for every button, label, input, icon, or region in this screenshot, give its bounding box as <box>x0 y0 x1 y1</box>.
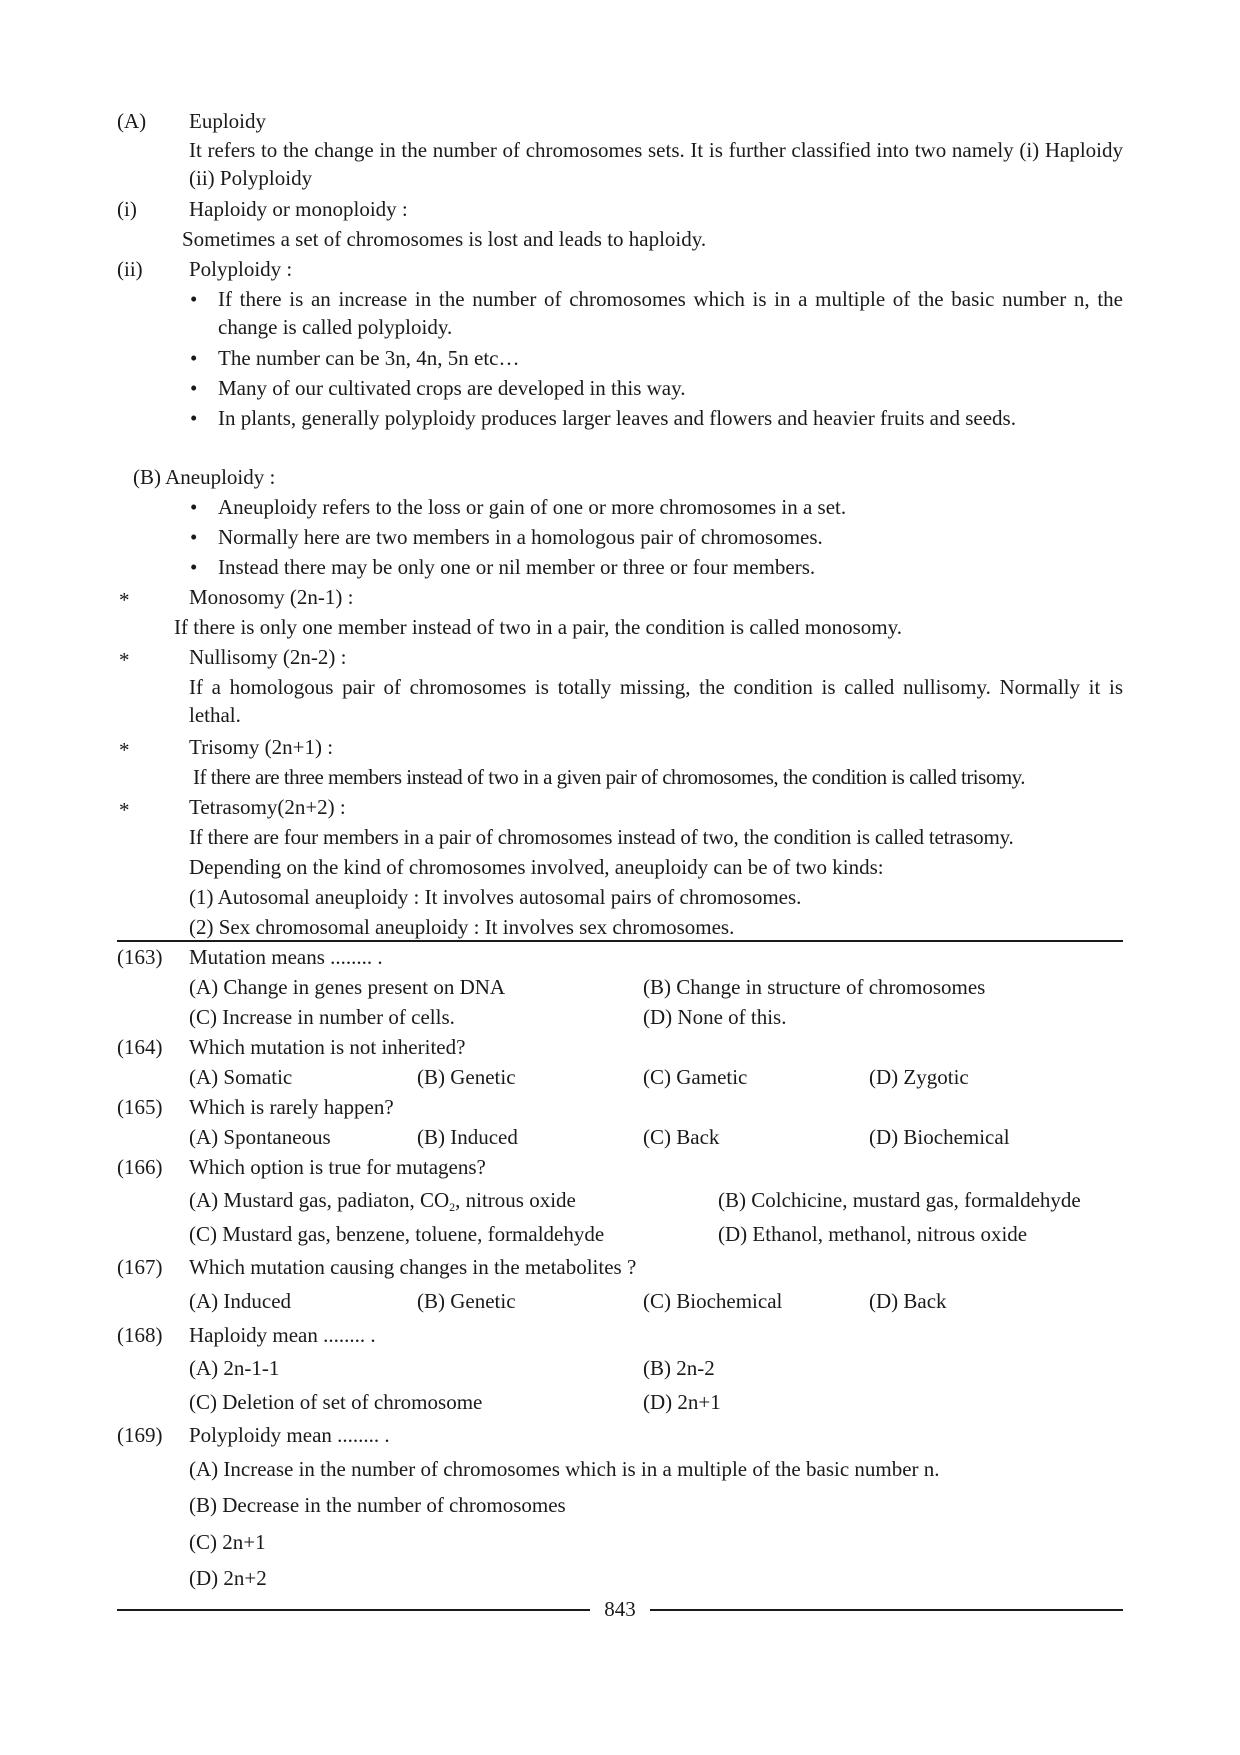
polyploidy-bullet: In plants, generally polyploidy produces larger leaves and flowers and heavier fruits and seeds. <box>218 406 1016 430</box>
aneuploidy-kind-2: (2) Sex chromosomal aneuploidy : It involves sex chromosomes. <box>189 915 735 939</box>
question-option: (A) 2n-1-1 <box>189 1356 280 1380</box>
question-number: (167) <box>117 1255 163 1279</box>
option-text-tail: , nitrous oxide <box>455 1188 576 1212</box>
section-ii-label: (ii) <box>117 257 143 281</box>
question-option: (B) 2n-2 <box>643 1356 715 1380</box>
monosomy-heading: Monosomy (2n-1) : <box>189 585 354 609</box>
section-a-heading: Euploidy <box>189 109 266 133</box>
question-option: (D) Back <box>869 1289 947 1313</box>
nullisomy-text: If a homologous pair of chromosomes is totally missing, the condition is called nullisomy. Normally it is lethal. <box>189 675 1123 727</box>
star-marker: * <box>119 648 130 672</box>
question-option: (B) Change in structure of chromosomes <box>643 975 986 999</box>
aneuploidy-kinds-text: Depending on the kind of chromosomes involved, aneuploidy can be of two kinds: <box>189 855 884 879</box>
polyploidy-bullet: The number can be 3n, 4n, 5n etc… <box>218 346 520 370</box>
polyploidy-bullet: If there is an increase in the number of chromosomes which is in a multiple of the basic number n, the change is called polyploidy. <box>218 287 1123 339</box>
page-number: 843 <box>604 1597 636 1621</box>
star-marker: * <box>119 738 130 762</box>
question-option: (C) Biochemical <box>643 1289 783 1313</box>
monosomy-text: If there is only one member instead of two in a pair, the condition is called monosomy. <box>174 615 902 639</box>
aneuploidy-bullet: Normally here are two members in a homologous pair of chromosomes. <box>218 525 823 549</box>
question-number: (163) <box>117 945 163 969</box>
question-option <box>189 1187 576 1213</box>
section-divider <box>117 940 1123 942</box>
bullet-marker: • <box>190 406 198 430</box>
question-text: Which mutation is not inherited? <box>189 1035 466 1059</box>
question-option: (B) Colchicine, mustard gas, formaldehyde <box>718 1188 1081 1212</box>
question-option: (D) 2n+1 <box>643 1390 721 1414</box>
question-option: (A) Increase in the number of chromosomes which is in a multiple of the basic number n. <box>189 1457 940 1481</box>
question-number: (165) <box>117 1095 163 1119</box>
question-text: Which is rarely happen? <box>189 1095 394 1119</box>
question-number: (164) <box>117 1035 163 1059</box>
question-number: (169) <box>117 1423 163 1447</box>
bullet-marker: • <box>190 495 198 519</box>
nullisomy-heading: Nullisomy (2n-2) : <box>189 645 347 669</box>
section-i-heading: Haploidy or monoploidy : <box>189 197 408 221</box>
question-option: (D) Biochemical <box>869 1125 1010 1149</box>
question-option: (C) Mustard gas, benzene, toluene, formaldehyde <box>189 1222 605 1246</box>
option-text: (A) Mustard gas, padiaton, CO <box>189 1188 450 1212</box>
aneuploidy-bullet: Aneuploidy refers to the loss or gain of one or more chromosomes in a set. <box>218 495 847 519</box>
question-number: (166) <box>117 1155 163 1179</box>
trisomy-heading: Trisomy (2n+1) : <box>189 735 334 759</box>
question-option: (D) 2n+2 <box>189 1566 267 1590</box>
question-text: Which option is true for mutagens? <box>189 1155 486 1179</box>
question-option: (B) Decrease in the number of chromosomes <box>189 1493 566 1517</box>
question-option: (C) Increase in number of cells. <box>189 1005 455 1029</box>
question-option: (D) Zygotic <box>869 1065 969 1089</box>
question-text: Haploidy mean ........ . <box>189 1323 376 1347</box>
star-marker: * <box>119 798 130 822</box>
section-a-label: (A) <box>117 109 147 133</box>
question-text: Mutation means ........ . <box>189 945 383 969</box>
question-option: (C) Gametic <box>643 1065 748 1089</box>
question-text: Polyploidy mean ........ . <box>189 1423 390 1447</box>
subscript: 2 <box>449 1200 456 1214</box>
aneuploidy-bullet: Instead there may be only one or nil member or three or four members. <box>218 555 816 579</box>
section-i-text: Sometimes a set of chromosomes is lost and leads to haploidy. <box>182 227 707 251</box>
bullet-marker: • <box>190 376 198 400</box>
question-option: (B) Genetic <box>417 1065 516 1089</box>
footer-rule-right <box>650 1609 1123 1611</box>
question-option: (B) Induced <box>417 1125 518 1149</box>
question-option: (A) Change in genes present on DNA <box>189 975 506 999</box>
question-option: (A) Spontaneous <box>189 1125 331 1149</box>
question-option: (A) Somatic <box>189 1065 293 1089</box>
question-text: Which mutation causing changes in the metabolites ? <box>189 1255 637 1279</box>
trisomy-text: If there are three members instead of two in a given pair of chromosomes, the condition is called trisomy. <box>193 765 1026 789</box>
section-ii-heading: Polyploidy : <box>189 257 293 281</box>
question-option: (C) 2n+1 <box>189 1530 266 1554</box>
section-i-label: (i) <box>117 197 137 221</box>
question-option: (C) Deletion of set of chromosome <box>189 1390 483 1414</box>
question-number: (168) <box>117 1323 163 1347</box>
tetrasomy-heading: Tetrasomy(2n+2) : <box>189 795 346 819</box>
aneuploidy-kind-1: (1) Autosomal aneuploidy : It involves autosomal pairs of chromosomes. <box>189 885 802 909</box>
question-option: (A) Induced <box>189 1289 292 1313</box>
star-marker: * <box>119 588 130 612</box>
footer-rule-left <box>117 1609 590 1611</box>
section-b-heading: (B) Aneuploidy : <box>133 465 276 489</box>
question-option: (D) None of this. <box>643 1005 787 1029</box>
bullet-marker: • <box>190 555 198 579</box>
question-option: (C) Back <box>643 1125 720 1149</box>
question-option: (D) Ethanol, methanol, nitrous oxide <box>718 1222 1028 1246</box>
polyploidy-bullet: Many of our cultivated crops are developed in this way. <box>218 376 686 400</box>
bullet-marker: • <box>190 525 198 549</box>
tetrasomy-text: If there are four members in a pair of chromosomes instead of two, the condition is called tetrasomy. <box>189 825 1014 849</box>
bullet-marker: • <box>190 287 198 311</box>
bullet-marker: • <box>190 346 198 370</box>
section-a-text: It refers to the change in the number of chromosomes sets. It is further classified into two namely (i) Haploidy (ii) Polyploidy <box>189 138 1123 190</box>
question-option: (B) Genetic <box>417 1289 516 1313</box>
